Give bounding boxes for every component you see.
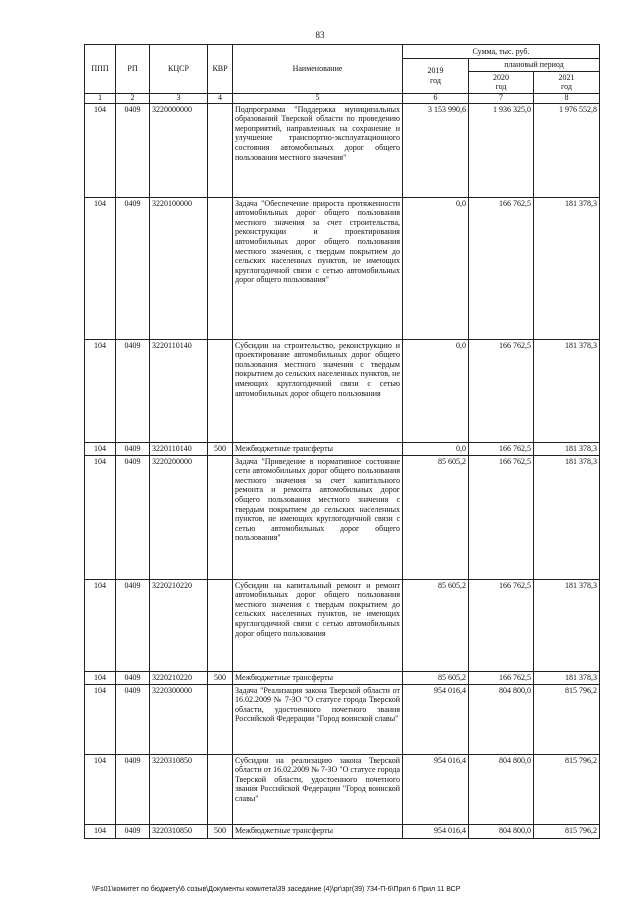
- col-index: 4: [208, 93, 233, 103]
- table-row: [85, 442, 600, 455]
- header-2021: [534, 71, 600, 93]
- cell-2019: 0,0: [403, 442, 469, 455]
- cell-kvr: 500: [208, 824, 233, 838]
- cell-name: Субсидии на капитальный ремонт и ремонт автомобильных дорог общего пользования местного значения с твердым покрытием до сельских населенных пунктов, не имеющих круглогодичной связи с сетью автомобильных дорог общего пользования: [233, 579, 403, 671]
- cell-2019: 0,0: [403, 197, 469, 339]
- table-header: [85, 45, 600, 104]
- page-number: 83: [315, 30, 325, 40]
- cell-kvr: [208, 455, 233, 579]
- cell-kcsr: 3220110140: [150, 442, 208, 455]
- cell-rp: 0409: [116, 579, 150, 671]
- cell-2019: 954 016,4: [403, 684, 469, 754]
- cell-2021: 181 378,3: [534, 579, 600, 671]
- cell-name: Задача "Обеспечение прироста протяженности автомобильных дорог общего пользования местного значения за счет строительства, реконструкции и проектирования автомобильных дорог общего пользования местного значения, с твердым покрытием до сельских населенных пунктов, не имеющих круглогодичной связи с сетью автомобильных дорог общего пользования": [233, 197, 403, 339]
- cell-rp: 0409: [116, 684, 150, 754]
- cell-kvr: 500: [208, 671, 233, 684]
- cell-2021: 181 378,3: [534, 197, 600, 339]
- cell-ppp: 104: [85, 103, 116, 197]
- cell-2020: 166 762,5: [469, 671, 534, 684]
- col-index: 2: [116, 93, 150, 103]
- cell-ppp: 104: [85, 824, 116, 838]
- cell-2020: 804 800,0: [469, 754, 534, 824]
- header-2020-unit: год: [495, 82, 507, 92]
- cell-2020: 804 800,0: [469, 824, 534, 838]
- cell-ppp: 104: [85, 197, 116, 339]
- cell-kvr: [208, 197, 233, 339]
- col-index: 3: [150, 93, 208, 103]
- header-2021-year: 2021: [558, 72, 575, 82]
- cell-rp: 0409: [116, 754, 150, 824]
- header-kvr: КВР: [208, 45, 233, 94]
- cell-ppp: 104: [85, 442, 116, 455]
- cell-2020: 166 762,5: [469, 442, 534, 455]
- cell-2020: 166 762,5: [469, 579, 534, 671]
- cell-kvr: [208, 754, 233, 824]
- col-index: 7: [469, 93, 534, 103]
- header-2019-year: 2019: [427, 66, 444, 76]
- cell-kvr: [208, 339, 233, 442]
- table-body: [85, 103, 600, 838]
- header-kcsr: КЦСР: [150, 45, 208, 94]
- budget-table: [84, 44, 600, 839]
- cell-kvr: 500: [208, 442, 233, 455]
- cell-2019: 85 605,2: [403, 671, 469, 684]
- cell-name: Межбюджетные трансферты: [233, 824, 403, 838]
- cell-kcsr: 3220300000: [150, 684, 208, 754]
- header-2019: [403, 59, 469, 94]
- cell-2020: 1 936 325,0: [469, 103, 534, 197]
- table-row: [85, 103, 600, 197]
- cell-kcsr: 3220210220: [150, 579, 208, 671]
- cell-2021: 1 976 552,8: [534, 103, 600, 197]
- cell-2021: 815 796,2: [534, 684, 600, 754]
- cell-2021: 181 378,3: [534, 339, 600, 442]
- cell-2020: 804 800,0: [469, 684, 534, 754]
- cell-kcsr: 3220310850: [150, 754, 208, 824]
- cell-2019: 954 016,4: [403, 824, 469, 838]
- table-row: [85, 684, 600, 754]
- table-row: [85, 824, 600, 838]
- cell-kvr: [208, 579, 233, 671]
- cell-ppp: 104: [85, 754, 116, 824]
- cell-rp: 0409: [116, 671, 150, 684]
- cell-ppp: 104: [85, 339, 116, 442]
- cell-kcsr: 3220000000: [150, 103, 208, 197]
- cell-rp: 0409: [116, 103, 150, 197]
- cell-ppp: 104: [85, 455, 116, 579]
- table-row: [85, 754, 600, 824]
- cell-2019: 3 153 990,6: [403, 103, 469, 197]
- cell-kcsr: 3220110140: [150, 339, 208, 442]
- cell-name: Межбюджетные трансферты: [233, 442, 403, 455]
- cell-rp: 0409: [116, 442, 150, 455]
- cell-2019: 85 605,2: [403, 455, 469, 579]
- col-index: 1: [85, 93, 116, 103]
- footer-file-path: \\Fs01\комитет по бюджету\6 созыв\Документы комитета\39 заседание (4)\рг\зрг(39) 734-П-6\Прил 6 Прил 11 ВСР: [92, 886, 461, 893]
- cell-name: Задача "Реализация закона Тверской области от 16.02.2009 № 7-ЗО "О статусе города Тверской области, удостоенного почетного звания Российской Федерации "Город воинской славы": [233, 684, 403, 754]
- cell-rp: 0409: [116, 824, 150, 838]
- cell-kvr: [208, 103, 233, 197]
- cell-rp: 0409: [116, 197, 150, 339]
- table-row: [85, 579, 600, 671]
- header-name: Наименование: [233, 45, 403, 94]
- cell-2019: 85 605,2: [403, 579, 469, 671]
- cell-2020: 166 762,5: [469, 339, 534, 442]
- cell-name: Задача "Приведение в нормативное состояние сети автомобильных дорог общего пользования местного значения за счет капитального ремонта и ремонта автомобильных дорог общего пользования местного значения с твердым покрытием до сельских населенных пунктов, не имеющих круглогодичной связи с сетью автомобильных дорог общего пользования": [233, 455, 403, 579]
- cell-2021: 181 378,3: [534, 442, 600, 455]
- header-sum: Сумма, тыс. руб.: [403, 45, 600, 59]
- cell-kcsr: 3220310850: [150, 824, 208, 838]
- header-2021-unit: год: [561, 82, 572, 92]
- cell-2019: 0,0: [403, 339, 469, 442]
- cell-ppp: 104: [85, 671, 116, 684]
- header-plan-period: плановый период: [469, 59, 600, 72]
- cell-kvr: [208, 684, 233, 754]
- cell-name: Субсидии на реализацию закона Тверской области от 16.02.2009 № 7-ЗО "О статусе города Тверской области, удостоенного почетного звания Российской Федерации "Город воинской славы": [233, 754, 403, 824]
- table-row: [85, 197, 600, 339]
- cell-kcsr: 3220210220: [150, 671, 208, 684]
- cell-2020: 166 762,5: [469, 455, 534, 579]
- column-index-row: [85, 93, 600, 103]
- cell-2019: 954 016,4: [403, 754, 469, 824]
- cell-kcsr: 3220200000: [150, 455, 208, 579]
- col-index: 5: [233, 93, 403, 103]
- table-row: [85, 339, 600, 442]
- cell-ppp: 104: [85, 579, 116, 671]
- cell-2021: 815 796,2: [534, 824, 600, 838]
- cell-name: Межбюджетные трансферты: [233, 671, 403, 684]
- header-2019-unit: год: [430, 75, 441, 85]
- cell-kcsr: 3220100000: [150, 197, 208, 339]
- cell-2021: 181 378,3: [534, 671, 600, 684]
- col-index: 6: [403, 93, 469, 103]
- cell-2020: 166 762,5: [469, 197, 534, 339]
- col-index: 8: [534, 93, 600, 103]
- cell-2021: 181 378,3: [534, 455, 600, 579]
- cell-rp: 0409: [116, 339, 150, 442]
- header-rp: РП: [116, 45, 150, 94]
- cell-name: Субсидии на строительство, реконструкцию и проектирование автомобильных дорог общего пользования местного значения с твердым покрытием до сельских населенных пунктов, не имеющих круглогодичной связи с сетью автомобильных дорог общего пользования: [233, 339, 403, 442]
- cell-name: Подпрограмма "Поддержка муниципальных образований Тверской области по проведению мероприятий, направленных на сохранение и улучшение транспортно-эксплуатационного состояния автомобильных дорог общего пользования местного значения": [233, 103, 403, 197]
- table-row: [85, 671, 600, 684]
- cell-rp: 0409: [116, 455, 150, 579]
- cell-2021: 815 796,2: [534, 754, 600, 824]
- cell-ppp: 104: [85, 684, 116, 754]
- header-2020: [469, 71, 534, 93]
- table-row: [85, 455, 600, 579]
- header-2020-year: 2020: [493, 72, 509, 82]
- header-ppp: ППП: [85, 45, 116, 94]
